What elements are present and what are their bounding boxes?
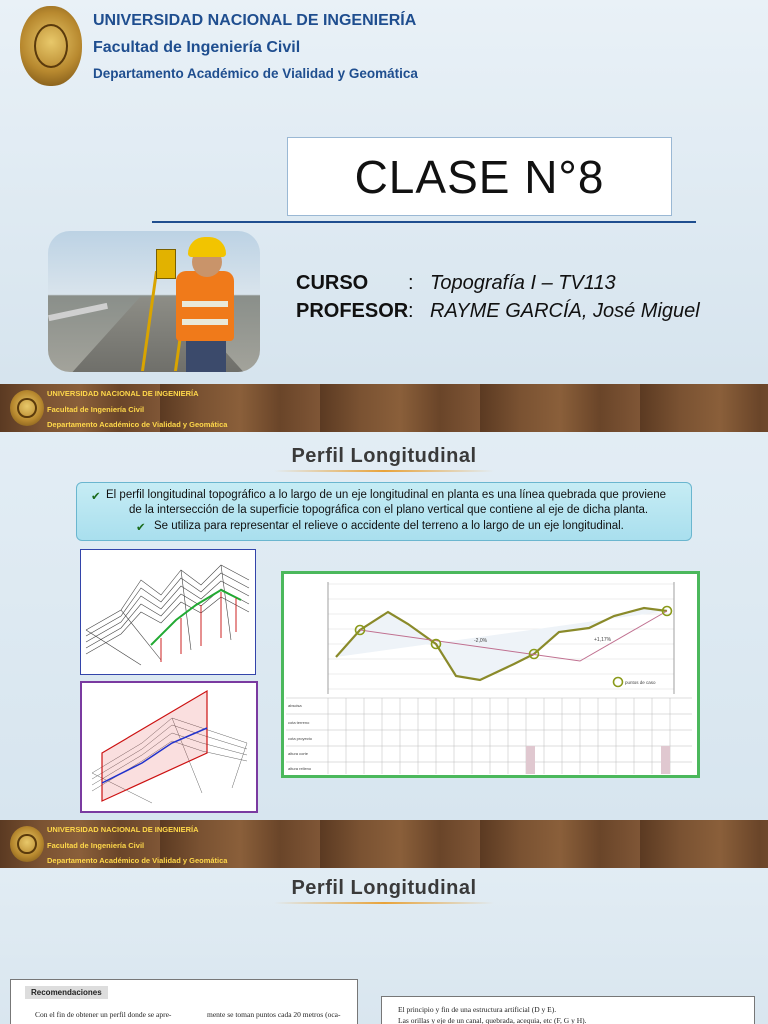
band-university: UNIVERSIDAD NACIONAL DE INGENIERÍA: [47, 825, 199, 834]
slide-perfil-1: [0, 384, 768, 820]
class-title-box: [287, 137, 672, 216]
points-card: [381, 996, 755, 1024]
terrain-plane-image: [80, 681, 258, 813]
band-university: UNIVERSIDAD NACIONAL DE INGENIERÍA: [47, 389, 199, 398]
points-line-1: El principio y fin de una estructura artificial (D y E).: [398, 1005, 557, 1014]
title-underline: [152, 221, 696, 223]
course-colon: :: [408, 272, 414, 294]
chart-legend: puntos de caso: [625, 680, 656, 685]
photo-helmet: [188, 237, 226, 257]
bullet1-line1: El perfil longitudinal topográfico a lo largo de un eje longitudinal en planta es una línea quebrada que proviene: [106, 489, 667, 501]
band-faculty: Facultad de Ingeniería Civil: [47, 405, 145, 414]
terrain-plane-graphic: [82, 683, 256, 811]
surveyor-photo: [48, 231, 260, 372]
department-name: Departamento Académico de Vialidad y Geomática: [93, 66, 418, 81]
bullet2-text: Se utiliza para representar el relieve o accidente del terreno a lo largo de un eje longitudinal.: [154, 520, 624, 532]
class-title: CLASE N°8: [354, 150, 605, 203]
slope-label-2: +1,17%: [594, 637, 612, 643]
slope-label-1: -2,0%: [474, 638, 488, 644]
row-label-cota-proyecto: cota proyecto: [288, 736, 313, 741]
bullet1-line2: de la intersección de la superficie topográfica con el plano vertical que contiene al eje de dicha planta.: [129, 504, 649, 516]
university-seal-logo-small: [10, 390, 44, 426]
row-label-altura-corte: altura corte: [288, 751, 309, 756]
recommendations-text-2: mente se toman puntos cada 20 metros (oca-: [207, 1010, 341, 1019]
row-label-cota-terreno: cota terreno: [288, 720, 310, 725]
band-faculty: Facultad de Ingeniería Civil: [47, 841, 145, 850]
row-label-altura-relleno: altura relleno: [288, 766, 312, 771]
faculty-name: Facultad de Ingeniería Civil: [93, 39, 301, 56]
band-department: Departamento Académico de Vialidad y Geomática: [47, 856, 228, 865]
points-line-2: Las orillas y eje de un canal, quebrada, acequia, etc (F, G y H).: [398, 1016, 587, 1024]
profile-chart: [281, 571, 700, 778]
section-title: Perfil Longitudinal: [0, 445, 768, 472]
photo-total-station: [156, 249, 176, 279]
professor-value: RAYME GARCÍA, José Miguel: [430, 300, 700, 322]
course-label: CURSO: [296, 272, 369, 294]
band-department: Departamento Académico de Vialidad y Geomática: [47, 420, 228, 429]
wood-header-band: [0, 820, 768, 868]
terrain-wireframe-graphic: [81, 550, 255, 674]
photo-worker-legs: [186, 339, 226, 372]
definition-box: [76, 482, 692, 541]
check-icon: ✔: [136, 522, 146, 534]
photo-worker-vest: [176, 271, 234, 341]
row-label-abscisa: abscisa: [288, 703, 302, 708]
university-seal-logo: [20, 6, 82, 86]
section-title: Perfil Longitudinal: [0, 877, 768, 904]
wood-header-band: [0, 384, 768, 432]
check-icon: ✔: [91, 491, 101, 503]
professor-colon: :: [408, 300, 414, 322]
university-seal-logo-small: [10, 826, 44, 862]
slide-cover: [0, 0, 768, 384]
recommendations-heading: Recomendaciones: [25, 986, 108, 999]
university-name: UNIVERSIDAD NACIONAL DE INGENIERÍA: [93, 12, 417, 29]
recommendations-text-1: Con el fin de obtener un perfil donde se apre-: [35, 1010, 172, 1019]
profile-chart-graphic: [284, 574, 697, 775]
course-value: Topografía I – TV113: [430, 272, 616, 294]
terrain-wireframe-image: [80, 549, 256, 675]
slide-perfil-2: [0, 820, 768, 1024]
photo-guardrail: [48, 303, 108, 321]
professor-label: PROFESOR: [296, 300, 409, 322]
recommendations-card: [10, 979, 358, 1024]
